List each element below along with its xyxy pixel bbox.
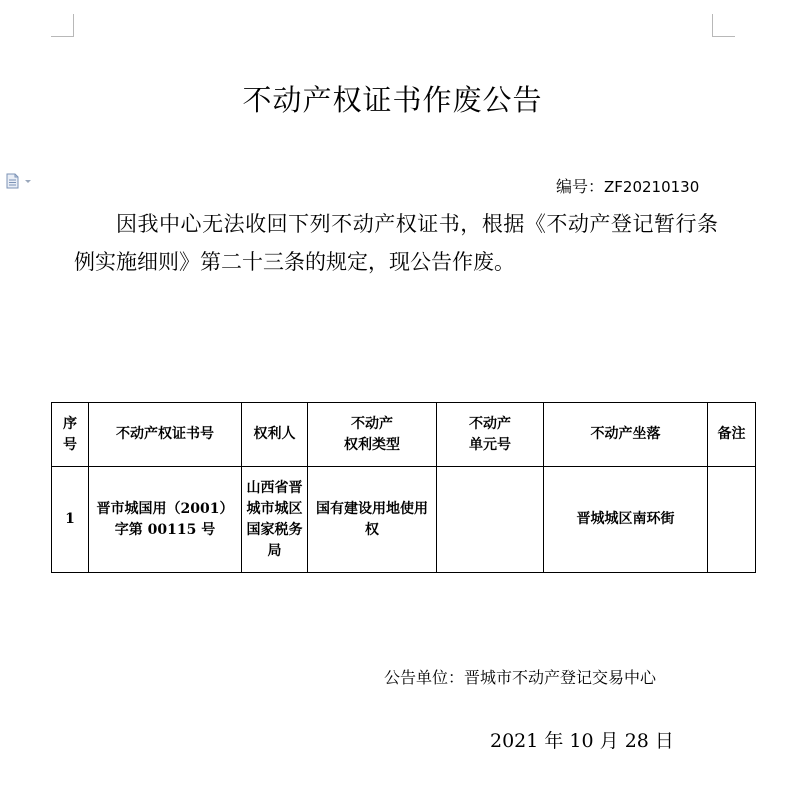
cell-right-type: 国有建设用地使用权 <box>308 467 437 573</box>
certificate-table <box>51 402 756 573</box>
document-number <box>556 174 699 197</box>
header-unit-no: 不动产 单元号 <box>437 403 544 467</box>
page-corner-mark-top-right <box>712 14 735 37</box>
notice-date: 2021 年 10 月 28 日 <box>490 730 674 752</box>
table-header-row <box>52 403 756 467</box>
notice-paragraph: 因我中心无法收回下列不动产权证书，根据《不动产登记暂行条例实施细则》第二十三条的规定，现公告作废。 <box>74 212 718 274</box>
header-cert-no: 不动产权证书号 <box>89 403 242 467</box>
cell-remarks <box>708 467 756 573</box>
issuing-unit: 公告单位：晋城市不动产登记交易中心 <box>384 668 657 687</box>
cell-seq: 1 <box>52 467 89 573</box>
cell-unit-no <box>437 467 544 573</box>
notice-title: 不动产权证书作废公告 <box>242 83 543 117</box>
header-location: 不动产坐落 <box>544 403 708 467</box>
header-right-type: 不动产 权利类型 <box>308 403 437 467</box>
document-icon[interactable] <box>6 173 36 189</box>
cell-cert-no: 晋市城国用（2001）字第 00115 号 <box>89 467 242 573</box>
header-seq: 序 号 <box>52 403 89 467</box>
cell-location: 晋城城区南环街 <box>544 467 708 573</box>
page-corner-mark-top-left <box>51 14 74 37</box>
cell-holder: 山西省晋城市城区国家税务局 <box>242 467 308 573</box>
header-holder: 权利人 <box>242 403 308 467</box>
document-number-value: ZF20210130 <box>604 178 700 196</box>
document-number-label: 编号： <box>556 177 605 196</box>
table-row <box>52 467 756 573</box>
header-remarks: 备注 <box>708 403 756 467</box>
